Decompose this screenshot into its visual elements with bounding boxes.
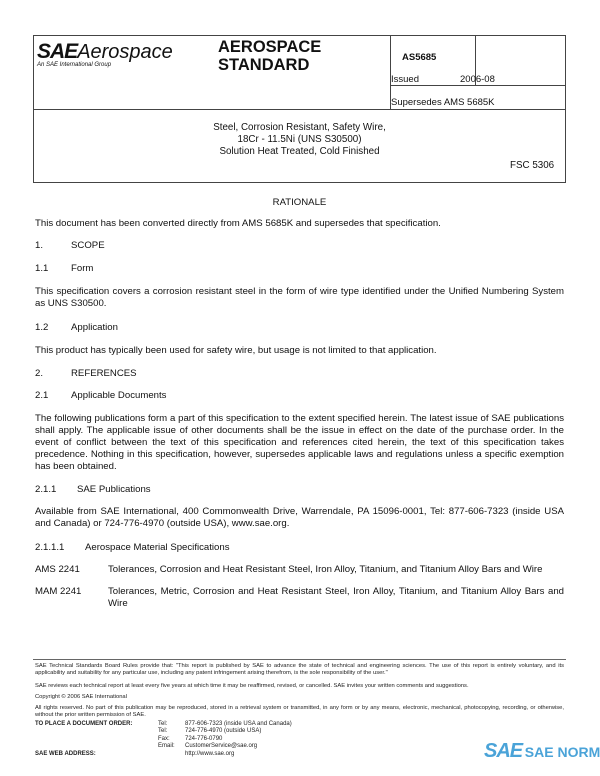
contact-row	[158, 751, 292, 758]
fsc-code: FSC 5306	[510, 160, 555, 171]
section-title: REFERENCES	[71, 368, 137, 379]
supersedes: Supersedes AMS 5685K	[391, 97, 495, 108]
contact-value: 724-776-4970 (outside USA)	[185, 728, 262, 735]
contact-row	[158, 736, 292, 743]
title-line: Solution Heat Treated, Cold Finished	[219, 146, 380, 157]
watermark-text: SAE NORM	[524, 744, 600, 760]
document-number: AS5685	[402, 52, 437, 63]
footer-rules: SAE Technical Standards Board Rules provide that: "This report is published by SAE to advance the state of technical and engineering sciences. The use of this report is entirely voluntary, and its applicability and suitability for any particular use, including any patent infringement arising therefrom, is the sole responsibility of the user."	[35, 663, 564, 677]
order-label: TO PLACE A DOCUMENT ORDER:	[35, 721, 133, 727]
contact-label: Tel:	[158, 728, 168, 735]
rationale-heading: RATIONALE	[272, 197, 327, 208]
contact-row	[158, 743, 292, 750]
contact-label: Tel:	[158, 721, 168, 727]
issued-date: 2006-08	[460, 74, 495, 85]
rationale-text: This document has been converted directly from AMS 5685K and supersedes that specification.	[35, 218, 441, 229]
header-divider	[33, 109, 566, 110]
contact-label: Fax:	[158, 735, 170, 742]
section-heading-2-1	[35, 390, 166, 401]
section-title: Aerospace Material Specifications	[85, 542, 230, 553]
section-heading-1	[35, 240, 105, 251]
section-heading-2	[35, 368, 137, 379]
section-number: 2.1.1.1	[35, 542, 65, 553]
form-paragraph: This specification covers a corrosion resistant steel in the form of wire type identified under the Unified Numbering System as UNS S30500.	[35, 286, 564, 309]
reference-description: Tolerances, Corrosion and Heat Resistant Steel, Iron Alloy, Titanium, and Titanium Alloy Bars and Wire	[108, 564, 543, 575]
reference-code: AMS 2241	[35, 564, 80, 575]
reference-entry	[35, 564, 564, 576]
watermark-logo: SAE	[484, 740, 523, 762]
contact-row	[158, 728, 292, 735]
sae-aerospace-logo	[37, 40, 173, 68]
section-heading-1-1	[35, 263, 93, 274]
application-paragraph: This product has typically been used for safety wire, but usage is not limited to that application.	[35, 345, 437, 356]
section-heading-2-1-1-1	[35, 542, 230, 553]
section-number: 2.1	[35, 390, 49, 401]
section-title: Application	[71, 322, 118, 333]
section-title: SCOPE	[71, 240, 105, 251]
section-number: 1.1	[35, 263, 49, 274]
section-title: Form	[71, 263, 94, 274]
section-heading-2-1-1	[35, 484, 151, 495]
footer-copyright: Copyright © 2006 SAE International	[35, 694, 127, 700]
doc-type-line: STANDARD	[218, 56, 310, 74]
order-contacts	[158, 721, 292, 758]
title-line: Steel, Corrosion Resistant, Safety Wire,	[213, 122, 386, 133]
section-heading-1-2	[35, 322, 118, 333]
reference-entry	[35, 586, 564, 610]
section-number: 1.2	[35, 322, 49, 333]
reference-code: MAM 2241	[35, 586, 82, 597]
contact-email[interactable]: CustomerService@sae.org	[185, 743, 258, 750]
sae-norm-watermark	[484, 740, 600, 763]
footer-divider	[33, 659, 566, 660]
contact-label: Email:	[158, 743, 175, 750]
logo-brand: SAE	[37, 40, 78, 63]
doc-type-line: AEROSPACE	[218, 38, 322, 56]
section-number: 2.	[35, 368, 44, 379]
header-border-top	[33, 35, 566, 36]
sae-publications-paragraph: Available from SAE International, 400 Commonwealth Drive, Warrendale, PA 15096-0001, Tel: 877-606-7323 (inside USA and Canada) or 724-776-4970 (outside USA), www.sae.org.	[35, 506, 564, 529]
footer-review: SAE reviews each technical report at least every five years at which time it may be reaffirmed, revised, or cancelled. SAE invites your written comments and suggestions.	[35, 683, 469, 689]
section-title: Applicable Documents	[71, 390, 167, 401]
reference-description: Tolerances, Metric, Corrosion and Heat Resistant Steel, Iron Alloy, Titanium, and Titanium Alloy Bars and Wire	[108, 586, 564, 609]
contact-value: 724-776-0790	[185, 735, 223, 742]
section-number: 2.1.1	[35, 484, 57, 495]
applicable-documents-paragraph: The following publications form a part of this specification to the extent specified herein. The latest issue of SAE publications shall apply. The applicable issue of other documents shall be the issue in effect on the date of the purchase order. In the event of conflict between the text of this specification and references cited herein, the text of this specification takes precedence. Nothing in this specification, however, supersedes applicable laws and regulations unless a specific exemption has been obtained.	[35, 413, 564, 472]
logo-word: Aerospace	[77, 41, 173, 63]
web-address-label: SAE WEB ADDRESS:	[35, 751, 96, 757]
header-border-bottom	[33, 182, 566, 183]
contact-value: 877-606-7323 (inside USA and Canada)	[185, 721, 292, 727]
document-type	[218, 38, 321, 74]
header-cell-divider	[390, 85, 566, 86]
contact-row	[158, 721, 292, 728]
title-line: 18Cr - 11.5Ni (UNS S30500)	[237, 134, 362, 145]
web-address-link[interactable]: http://www.sae.org	[185, 750, 235, 757]
document-title	[33, 122, 566, 158]
issued-label: Issued	[391, 74, 419, 85]
logo-tagline: An SAE International Group	[37, 62, 112, 68]
section-number: 1.	[35, 240, 44, 251]
section-title: SAE Publications	[77, 484, 151, 495]
footer-rights: All rights reserved. No part of this publication may be reproduced, stored in a retrieval system or transmitted, in any form or by any means, electronic, mechanical, photocopying, recording, or otherwise, without the prior written permission of SAE.	[35, 705, 564, 719]
